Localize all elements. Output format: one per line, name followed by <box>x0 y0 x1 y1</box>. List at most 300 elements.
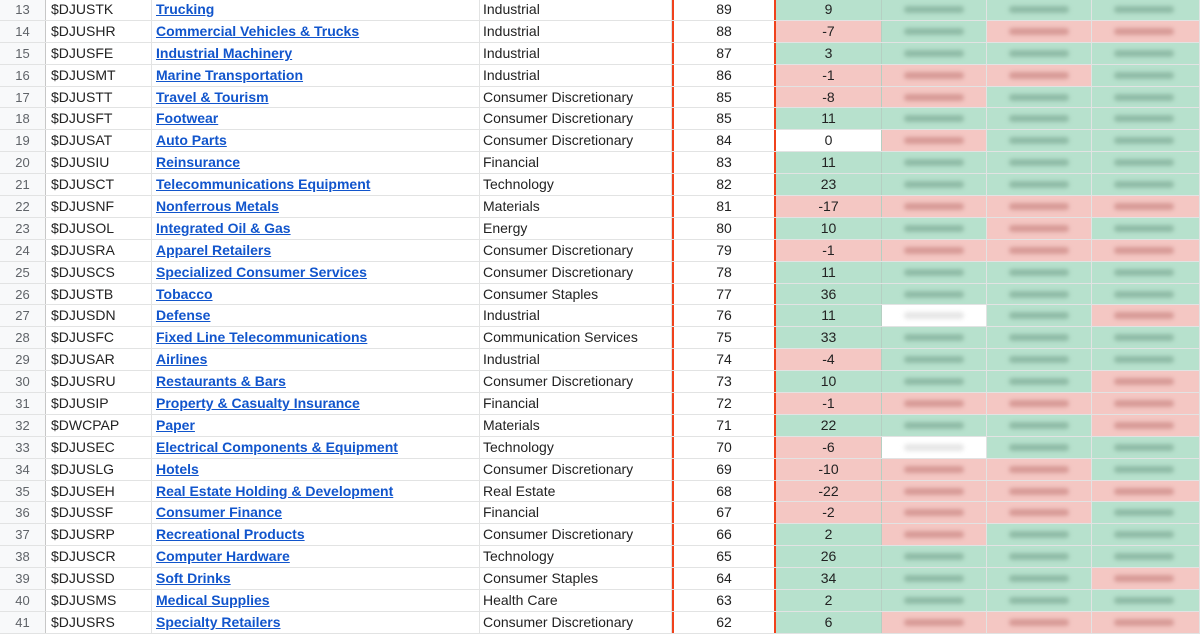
ticker-cell[interactable]: $DJUSIU <box>46 152 152 173</box>
industry-link[interactable]: Reinsurance <box>156 154 241 171</box>
industry-link[interactable]: Consumer Finance <box>156 504 283 521</box>
blurred-cell[interactable] <box>882 262 987 283</box>
blurred-cell[interactable] <box>987 568 1092 589</box>
ticker-cell[interactable]: $DJUSRU <box>46 371 152 392</box>
row-number[interactable]: 36 <box>0 502 46 523</box>
ticker-cell[interactable]: $DJUSIP <box>46 393 152 414</box>
sector-cell[interactable]: Industrial <box>480 0 672 20</box>
row-number[interactable]: 39 <box>0 568 46 589</box>
blurred-cell[interactable] <box>987 152 1092 173</box>
change-cell[interactable]: 11 <box>776 262 882 283</box>
change-cell[interactable]: 36 <box>776 284 882 305</box>
blurred-cell[interactable] <box>987 481 1092 502</box>
industry-name-cell[interactable] <box>152 174 480 195</box>
change-cell[interactable]: -22 <box>776 481 882 502</box>
rank-cell[interactable]: 70 <box>672 437 776 458</box>
blurred-cell[interactable] <box>882 546 987 567</box>
blurred-cell[interactable] <box>1092 327 1200 348</box>
industry-name-cell[interactable] <box>152 437 480 458</box>
industry-link[interactable]: Specialized Consumer Services <box>156 263 367 280</box>
blurred-cell[interactable] <box>1092 218 1200 239</box>
industry-name-cell[interactable] <box>152 130 480 151</box>
blurred-cell[interactable] <box>1092 0 1200 20</box>
row-number[interactable]: 24 <box>0 240 46 261</box>
rank-cell[interactable]: 79 <box>672 240 776 261</box>
blurred-cell[interactable] <box>987 174 1092 195</box>
blurred-cell[interactable] <box>987 349 1092 370</box>
blurred-cell[interactable] <box>882 524 987 545</box>
industry-link[interactable]: Apparel Retailers <box>156 241 272 258</box>
change-cell[interactable]: 11 <box>776 152 882 173</box>
blurred-cell[interactable] <box>1092 371 1200 392</box>
ticker-cell[interactable]: $DJUSRS <box>46 612 152 633</box>
change-cell[interactable]: -7 <box>776 21 882 42</box>
row-number[interactable]: 15 <box>0 43 46 64</box>
industry-link[interactable]: Footwear <box>156 110 219 127</box>
industry-name-cell[interactable] <box>152 481 480 502</box>
ticker-cell[interactable]: $DJUSRP <box>46 524 152 545</box>
sector-cell[interactable]: Real Estate <box>480 481 672 502</box>
sector-cell[interactable]: Materials <box>480 415 672 436</box>
ticker-cell[interactable]: $DJUSFT <box>46 108 152 129</box>
blurred-cell[interactable] <box>882 87 987 108</box>
blurred-content <box>1114 225 1174 232</box>
industry-name-cell[interactable] <box>152 152 480 173</box>
blurred-content <box>1114 488 1174 495</box>
ticker-cell[interactable]: $DJUSCR <box>46 546 152 567</box>
ticker-cell[interactable]: $DJUSTK <box>46 0 152 20</box>
change-cell[interactable]: -1 <box>776 393 882 414</box>
rank-cell[interactable]: 64 <box>672 568 776 589</box>
blurred-cell[interactable] <box>1092 21 1200 42</box>
blurred-cell[interactable] <box>987 524 1092 545</box>
blurred-cell[interactable] <box>882 152 987 173</box>
rank-cell[interactable]: 87 <box>672 43 776 64</box>
change-cell[interactable]: 2 <box>776 590 882 611</box>
rank-cell[interactable]: 69 <box>672 459 776 480</box>
change-cell[interactable]: 22 <box>776 415 882 436</box>
change-cell[interactable]: -10 <box>776 459 882 480</box>
row-number[interactable]: 30 <box>0 371 46 392</box>
blurred-content <box>904 466 964 473</box>
blurred-cell[interactable] <box>1092 108 1200 129</box>
ticker-cell[interactable]: $DJUSTB <box>46 284 152 305</box>
industry-name-cell[interactable] <box>152 524 480 545</box>
industry-link[interactable]: Computer Hardware <box>156 548 290 565</box>
industry-name-cell[interactable] <box>152 371 480 392</box>
row-number[interactable]: 26 <box>0 284 46 305</box>
rank-cell[interactable]: 81 <box>672 196 776 217</box>
rank-cell[interactable]: 74 <box>672 349 776 370</box>
rank-cell[interactable]: 83 <box>672 152 776 173</box>
sector-cell[interactable]: Technology <box>480 174 672 195</box>
blurred-cell[interactable] <box>987 130 1092 151</box>
row-number[interactable]: 19 <box>0 130 46 151</box>
industry-link[interactable]: Travel & Tourism <box>156 88 269 105</box>
table-row <box>0 196 1200 218</box>
rank-cell[interactable]: 82 <box>672 174 776 195</box>
blurred-cell[interactable] <box>882 218 987 239</box>
blurred-cell[interactable] <box>987 437 1092 458</box>
change-cell[interactable]: 11 <box>776 108 882 129</box>
row-number[interactable]: 22 <box>0 196 46 217</box>
ticker-cell[interactable]: $DJUSCS <box>46 262 152 283</box>
industry-name-cell[interactable] <box>152 459 480 480</box>
industry-link[interactable]: Nonferrous Metals <box>156 198 279 215</box>
blurred-cell[interactable] <box>882 459 987 480</box>
blurred-cell[interactable] <box>987 87 1092 108</box>
blurred-cell[interactable] <box>987 43 1092 64</box>
industry-link[interactable]: Trucking <box>156 1 215 17</box>
blurred-content <box>1009 597 1069 604</box>
row-number[interactable]: 40 <box>0 590 46 611</box>
ticker-cell[interactable]: $DJUSHR <box>46 21 152 42</box>
industry-link[interactable]: Restaurants & Bars <box>156 373 286 390</box>
industry-name-cell[interactable] <box>152 218 480 239</box>
sector-cell[interactable]: Financial <box>480 393 672 414</box>
sector-cell[interactable]: Industrial <box>480 305 672 326</box>
industry-link[interactable]: Marine Transportation <box>156 66 304 83</box>
blurred-cell[interactable] <box>1092 87 1200 108</box>
row-number[interactable]: 41 <box>0 612 46 633</box>
industry-name-cell[interactable] <box>152 546 480 567</box>
industry-link[interactable]: Hotels <box>156 460 199 477</box>
blurred-cell[interactable] <box>987 327 1092 348</box>
rank-cell[interactable]: 66 <box>672 524 776 545</box>
blurred-cell[interactable] <box>882 502 987 523</box>
blurred-cell[interactable] <box>1092 502 1200 523</box>
blurred-content <box>904 291 964 298</box>
blurred-cell[interactable] <box>1092 349 1200 370</box>
rank-cell[interactable]: 67 <box>672 502 776 523</box>
sector-cell[interactable]: Consumer Discretionary <box>480 240 672 261</box>
industry-name-cell[interactable] <box>152 0 480 20</box>
row-number[interactable]: 18 <box>0 108 46 129</box>
sector-cell[interactable]: Consumer Discretionary <box>480 459 672 480</box>
blurred-content <box>904 334 964 341</box>
rank-cell[interactable]: 75 <box>672 327 776 348</box>
blurred-cell[interactable] <box>1092 590 1200 611</box>
blurred-cell[interactable] <box>987 459 1092 480</box>
rank-cell[interactable]: 65 <box>672 546 776 567</box>
sector-cell[interactable]: Consumer Discretionary <box>480 524 672 545</box>
ticker-cell[interactable]: $DJUSSD <box>46 568 152 589</box>
sector-cell[interactable]: Consumer Discretionary <box>480 87 672 108</box>
change-cell[interactable]: 9 <box>776 0 882 20</box>
blurred-cell[interactable] <box>987 393 1092 414</box>
blurred-cell[interactable] <box>882 371 987 392</box>
industry-name-cell[interactable] <box>152 415 480 436</box>
change-cell[interactable]: 23 <box>776 174 882 195</box>
change-cell[interactable]: -2 <box>776 502 882 523</box>
row-number[interactable]: 29 <box>0 349 46 370</box>
row-number[interactable]: 33 <box>0 437 46 458</box>
rank-cell[interactable]: 86 <box>672 65 776 86</box>
blurred-content <box>904 94 964 101</box>
industry-link[interactable]: Soft Drinks <box>156 570 231 587</box>
blurred-content <box>904 509 964 516</box>
change-cell[interactable]: 6 <box>776 612 882 633</box>
sector-cell[interactable]: Consumer Discretionary <box>480 108 672 129</box>
blurred-cell[interactable] <box>1092 240 1200 261</box>
industry-link[interactable]: Airlines <box>156 351 208 368</box>
row-number[interactable]: 23 <box>0 218 46 239</box>
ticker-cell[interactable]: $DJUSOL <box>46 218 152 239</box>
industry-link[interactable]: Defense <box>156 307 211 324</box>
blurred-cell[interactable] <box>987 590 1092 611</box>
blurred-cell[interactable] <box>882 21 987 42</box>
industry-link[interactable]: Paper <box>156 416 195 433</box>
blurred-cell[interactable] <box>882 196 987 217</box>
blurred-cell[interactable] <box>882 393 987 414</box>
blurred-cell[interactable] <box>987 415 1092 436</box>
blurred-cell[interactable] <box>882 590 987 611</box>
blurred-cell[interactable] <box>1092 568 1200 589</box>
row-number[interactable]: 28 <box>0 327 46 348</box>
rank-cell[interactable]: 77 <box>672 284 776 305</box>
industry-name-cell[interactable] <box>152 327 480 348</box>
change-cell[interactable]: 26 <box>776 546 882 567</box>
sector-cell[interactable]: Industrial <box>480 21 672 42</box>
blurred-cell[interactable] <box>882 65 987 86</box>
row-number[interactable]: 17 <box>0 87 46 108</box>
blurred-content <box>1009 247 1069 254</box>
rank-cell[interactable]: 73 <box>672 371 776 392</box>
rank-cell[interactable]: 76 <box>672 305 776 326</box>
rank-cell[interactable]: 89 <box>672 0 776 20</box>
blurred-cell[interactable] <box>1092 43 1200 64</box>
blurred-cell[interactable] <box>987 240 1092 261</box>
blurred-cell[interactable] <box>882 327 987 348</box>
industry-name-cell[interactable] <box>152 240 480 261</box>
sector-cell[interactable]: Technology <box>480 546 672 567</box>
industry-link[interactable]: Tobacco <box>156 285 213 302</box>
blurred-cell[interactable] <box>1092 481 1200 502</box>
change-cell[interactable]: 10 <box>776 371 882 392</box>
blurred-cell[interactable] <box>882 415 987 436</box>
blurred-cell[interactable] <box>1092 415 1200 436</box>
industry-name-cell[interactable] <box>152 21 480 42</box>
rank-cell[interactable]: 84 <box>672 130 776 151</box>
sector-cell[interactable]: Consumer Discretionary <box>480 371 672 392</box>
industry-link[interactable]: Specialty Retailers <box>156 613 281 630</box>
industry-link[interactable]: Property & Casualty Insurance <box>156 395 360 412</box>
row-number[interactable]: 25 <box>0 262 46 283</box>
blurred-cell[interactable] <box>1092 305 1200 326</box>
ticker-cell[interactable]: $DJUSMS <box>46 590 152 611</box>
ticker-cell[interactable]: $DJUSEH <box>46 481 152 502</box>
blurred-content <box>1114 115 1174 122</box>
blurred-cell[interactable] <box>882 130 987 151</box>
blurred-cell[interactable] <box>987 546 1092 567</box>
blurred-cell[interactable] <box>882 349 987 370</box>
blurred-cell[interactable] <box>882 0 987 20</box>
blurred-cell[interactable] <box>1092 393 1200 414</box>
rank-cell[interactable]: 85 <box>672 108 776 129</box>
industry-link[interactable]: Industrial Machinery <box>156 44 293 61</box>
blurred-cell[interactable] <box>882 284 987 305</box>
sector-cell[interactable]: Industrial <box>480 349 672 370</box>
blurred-cell[interactable] <box>1092 262 1200 283</box>
row-number[interactable]: 21 <box>0 174 46 195</box>
blurred-cell[interactable] <box>882 43 987 64</box>
industry-link[interactable]: Telecommunications Equipment <box>156 176 371 193</box>
industry-link[interactable]: Fixed Line Telecommunications <box>156 329 368 346</box>
industry-link[interactable]: Commercial Vehicles & Trucks <box>156 22 360 39</box>
row-number[interactable]: 34 <box>0 459 46 480</box>
row-number[interactable]: 31 <box>0 393 46 414</box>
ticker-cell[interactable]: $DJUSAT <box>46 130 152 151</box>
ticker-cell[interactable]: $DJUSNF <box>46 196 152 217</box>
industry-link[interactable]: Integrated Oil & Gas <box>156 219 291 236</box>
ticker-cell[interactable]: $DJUSTT <box>46 87 152 108</box>
industry-link[interactable]: Real Estate Holding & Development <box>156 482 394 499</box>
change-cell[interactable]: -8 <box>776 87 882 108</box>
rank-cell[interactable]: 63 <box>672 590 776 611</box>
blurred-cell[interactable] <box>987 371 1092 392</box>
blurred-cell[interactable] <box>1092 437 1200 458</box>
row-number[interactable]: 20 <box>0 152 46 173</box>
change-cell[interactable]: 10 <box>776 218 882 239</box>
change-cell[interactable]: 3 <box>776 43 882 64</box>
change-cell[interactable]: 34 <box>776 568 882 589</box>
blurred-cell[interactable] <box>1092 130 1200 151</box>
row-number[interactable]: 32 <box>0 415 46 436</box>
blurred-cell[interactable] <box>882 108 987 129</box>
sector-cell[interactable]: Industrial <box>480 43 672 64</box>
change-cell[interactable]: -1 <box>776 240 882 261</box>
industry-link[interactable]: Medical Supplies <box>156 592 270 609</box>
change-cell[interactable]: 33 <box>776 327 882 348</box>
blurred-cell[interactable] <box>882 305 987 326</box>
row-number[interactable]: 13 <box>0 0 46 20</box>
sector-cell[interactable]: Materials <box>480 196 672 217</box>
row-number[interactable]: 38 <box>0 546 46 567</box>
industry-name-cell[interactable] <box>152 568 480 589</box>
rank-cell[interactable]: 71 <box>672 415 776 436</box>
blurred-cell[interactable] <box>882 174 987 195</box>
sector-cell[interactable]: Communication Services <box>480 327 672 348</box>
rank-cell[interactable]: 68 <box>672 481 776 502</box>
sector-cell[interactable]: Consumer Discretionary <box>480 612 672 633</box>
industry-name-cell[interactable] <box>152 196 480 217</box>
ticker-cell[interactable]: $DJUSFC <box>46 327 152 348</box>
industry-name-cell[interactable] <box>152 502 480 523</box>
ticker-cell[interactable]: $DJUSAR <box>46 349 152 370</box>
industry-name-cell[interactable] <box>152 393 480 414</box>
ticker-cell[interactable]: $DWCPAP <box>46 415 152 436</box>
blurred-cell[interactable] <box>882 240 987 261</box>
sector-cell[interactable]: Health Care <box>480 590 672 611</box>
blurred-cell[interactable] <box>1092 524 1200 545</box>
sector-cell[interactable]: Consumer Discretionary <box>480 262 672 283</box>
blurred-cell[interactable] <box>987 305 1092 326</box>
blurred-cell[interactable] <box>987 108 1092 129</box>
blurred-cell[interactable] <box>882 568 987 589</box>
industry-link[interactable]: Recreational Products <box>156 526 305 543</box>
industry-link[interactable]: Auto Parts <box>156 132 227 149</box>
rank-cell[interactable]: 78 <box>672 262 776 283</box>
rank-cell[interactable]: 80 <box>672 218 776 239</box>
blurred-cell[interactable] <box>987 284 1092 305</box>
rank-cell[interactable]: 85 <box>672 87 776 108</box>
industry-name-cell[interactable] <box>152 590 480 611</box>
industry-name-cell[interactable] <box>152 108 480 129</box>
ticker-cell[interactable]: $DJUSSF <box>46 502 152 523</box>
rank-cell[interactable]: 88 <box>672 21 776 42</box>
rank-cell[interactable]: 72 <box>672 393 776 414</box>
blurred-content <box>1114 137 1174 144</box>
sector-cell[interactable]: Consumer Staples <box>480 568 672 589</box>
change-cell[interactable]: 2 <box>776 524 882 545</box>
blurred-cell[interactable] <box>987 218 1092 239</box>
sector-cell[interactable]: Consumer Discretionary <box>480 130 672 151</box>
change-cell[interactable]: -17 <box>776 196 882 217</box>
ticker-cell[interactable]: $DJUSCT <box>46 174 152 195</box>
industry-name-cell[interactable] <box>152 65 480 86</box>
sector-cell[interactable]: Consumer Staples <box>480 284 672 305</box>
industry-name-cell[interactable] <box>152 87 480 108</box>
change-cell[interactable]: -4 <box>776 349 882 370</box>
change-cell[interactable]: 11 <box>776 305 882 326</box>
row-number[interactable]: 37 <box>0 524 46 545</box>
industry-name-cell[interactable] <box>152 284 480 305</box>
table-row <box>0 393 1200 415</box>
blurred-content <box>1009 619 1069 626</box>
blurred-cell[interactable] <box>987 502 1092 523</box>
sector-cell[interactable]: Technology <box>480 437 672 458</box>
blurred-cell[interactable] <box>1092 284 1200 305</box>
blurred-cell[interactable] <box>1092 196 1200 217</box>
industry-name-cell[interactable] <box>152 305 480 326</box>
ticker-cell[interactable]: $DJUSEC <box>46 437 152 458</box>
blurred-cell[interactable] <box>1092 459 1200 480</box>
blurred-cell[interactable] <box>987 262 1092 283</box>
change-cell[interactable]: -6 <box>776 437 882 458</box>
rank-cell[interactable]: 62 <box>672 612 776 633</box>
blurred-cell[interactable] <box>1092 174 1200 195</box>
blurred-cell[interactable] <box>882 437 987 458</box>
industry-name-cell[interactable] <box>152 349 480 370</box>
row-number[interactable]: 27 <box>0 305 46 326</box>
blurred-cell[interactable] <box>882 481 987 502</box>
sector-cell[interactable]: Financial <box>480 502 672 523</box>
sector-cell[interactable]: Financial <box>480 152 672 173</box>
ticker-cell[interactable]: $DJUSDN <box>46 305 152 326</box>
industry-link[interactable]: Electrical Components & Equipment <box>156 438 398 455</box>
change-cell[interactable]: 0 <box>776 130 882 151</box>
ticker-cell[interactable]: $DJUSMT <box>46 65 152 86</box>
blurred-cell[interactable] <box>1092 65 1200 86</box>
blurred-cell[interactable] <box>1092 152 1200 173</box>
row-number[interactable]: 14 <box>0 21 46 42</box>
blurred-cell[interactable] <box>987 65 1092 86</box>
change-cell[interactable]: -1 <box>776 65 882 86</box>
row-number[interactable]: 35 <box>0 481 46 502</box>
blurred-cell[interactable] <box>987 0 1092 20</box>
blurred-cell[interactable] <box>1092 546 1200 567</box>
ticker-cell[interactable]: $DJUSLG <box>46 459 152 480</box>
blurred-cell[interactable] <box>987 21 1092 42</box>
sector-cell[interactable]: Energy <box>480 218 672 239</box>
ticker-cell[interactable]: $DJUSRA <box>46 240 152 261</box>
industry-name-cell[interactable] <box>152 43 480 64</box>
blurred-cell[interactable] <box>987 196 1092 217</box>
ticker-cell[interactable]: $DJUSFE <box>46 43 152 64</box>
sector-cell[interactable]: Industrial <box>480 65 672 86</box>
industry-name-cell[interactable] <box>152 262 480 283</box>
row-number[interactable]: 16 <box>0 65 46 86</box>
